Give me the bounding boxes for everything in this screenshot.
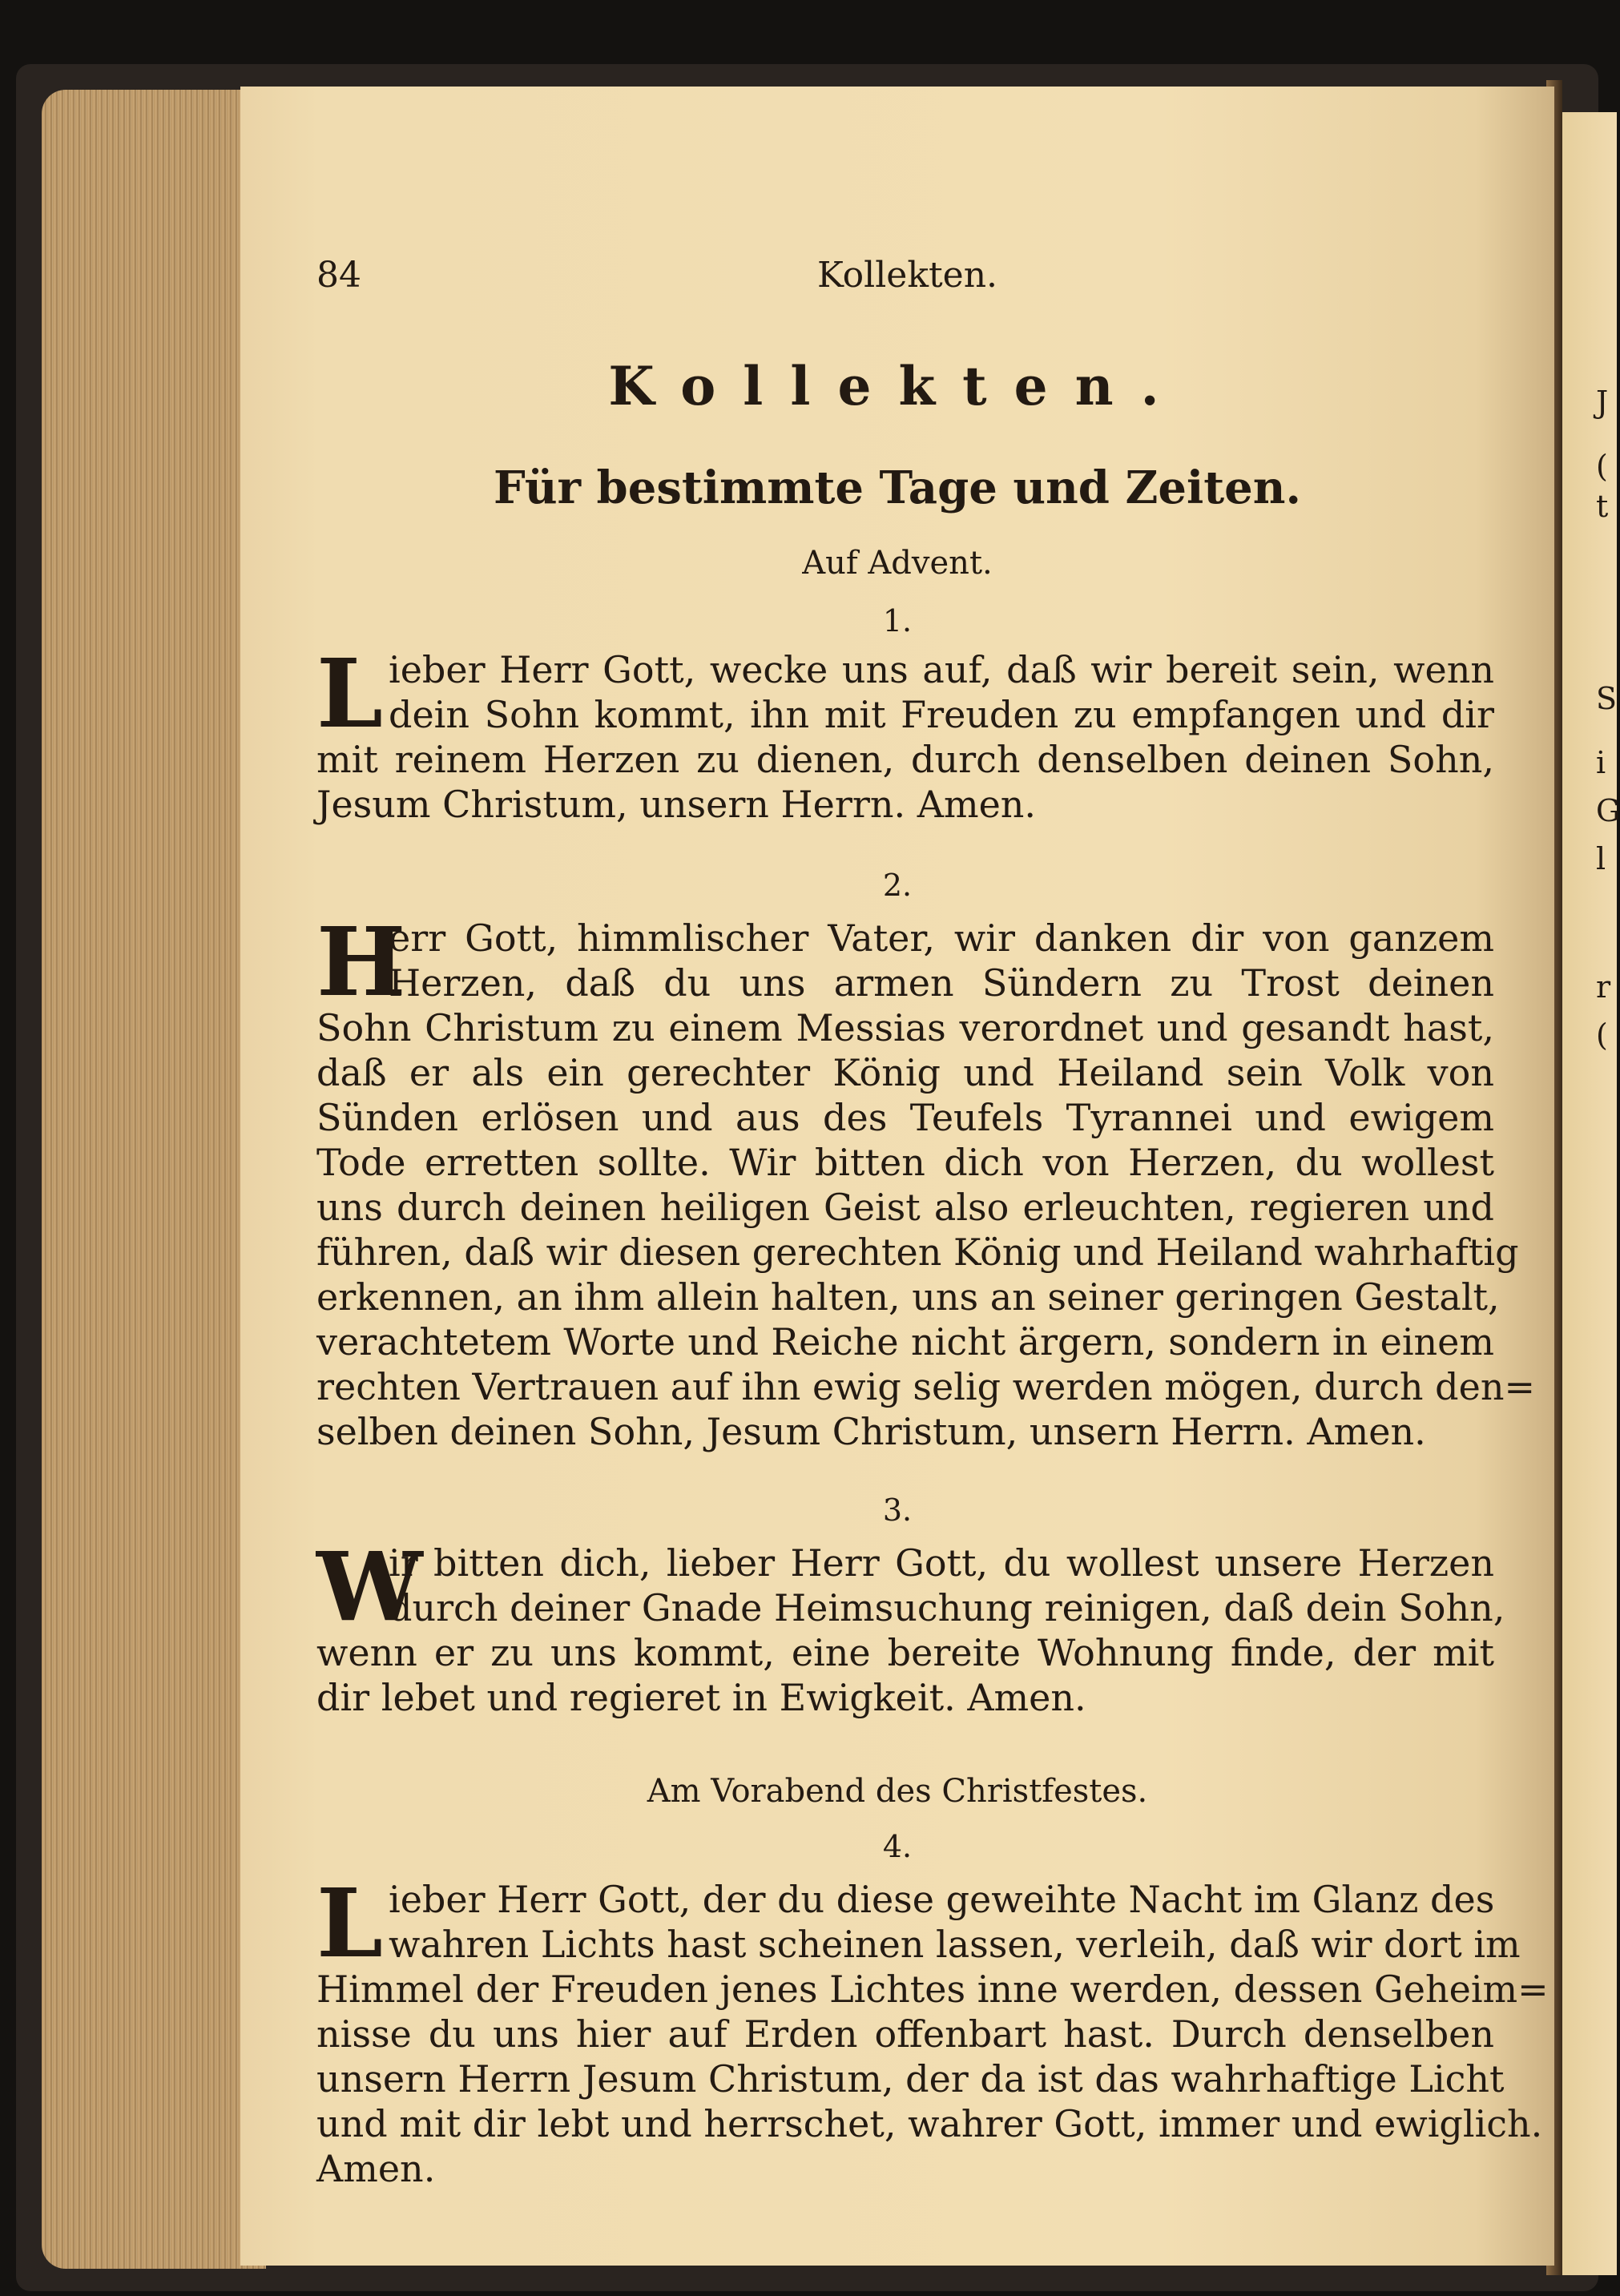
text-line: Tode erretten sollte. Wir bitten dich von Herzen, du wollest xyxy=(316,1141,1494,1184)
facing-page-fragment: i xyxy=(1596,745,1606,780)
running-head xyxy=(316,255,1498,303)
text-line: ir bitten dich, lieber Herr Gott, du wollest unsere Herzen xyxy=(389,1541,1494,1585)
text-line: err Gott, himmlischer Vater, wir danken dir von ganzem xyxy=(389,916,1494,960)
facing-page-fragment: G xyxy=(1596,793,1620,828)
prayer-number: 2. xyxy=(882,868,913,903)
facing-page-fragment: ( xyxy=(1596,449,1608,484)
text-line: verachtetem Worte und Reiche nicht ärgern, sondern in einem xyxy=(316,1320,1494,1364)
prayer-text xyxy=(316,906,1536,1454)
text-line: wenn er zu uns kommt, eine bereite Wohnung finde, der mit xyxy=(316,1631,1494,1674)
prayer-number: 4. xyxy=(882,1829,913,1864)
drop-initial: H xyxy=(316,906,406,1017)
page-subtitle: Für bestimmte Tage und Zeiten. xyxy=(494,461,1301,514)
text-line: mit reinem Herzen zu dienen, durch denselben deinen Sohn, xyxy=(316,738,1494,781)
text-line: rechten Vertrauen auf ihn ewig selig werden mögen, durch den= xyxy=(316,1365,1536,1408)
facing-page-fragment: r xyxy=(1596,969,1611,1005)
text-line: Jesum Christum, unsern Herrn. Amen. xyxy=(316,783,1037,826)
text-line: selben deinen Sohn, Jesum Christum, unsern Herrn. Amen. xyxy=(316,1410,1426,1453)
book-page xyxy=(240,87,1554,2266)
text-line: ieber Herr Gott, der du diese geweihte Nacht im Glanz des xyxy=(389,1878,1495,1921)
section-heading: Auf Advent. xyxy=(802,545,993,582)
text-line: Herzen, daß du uns armen Sündern zu Trost deinen xyxy=(389,961,1494,1005)
text-line: wahren Lichts hast scheinen lassen, verleih, daß wir dort im xyxy=(389,1923,1521,1966)
drop-initial: W xyxy=(316,1531,423,1642)
drop-initial: L xyxy=(316,1867,383,1979)
prayer-number: 1. xyxy=(882,603,913,638)
text-line: Sohn Christum zu einem Messias verordnet und gesandt hast, xyxy=(316,1006,1494,1049)
text-line: Sünden erlösen und aus des Teufels Tyrannei und ewigem xyxy=(316,1096,1494,1139)
facing-page-fragment: t xyxy=(1596,489,1609,524)
text-line: dir lebet und regieret in Ewigkeit. Amen. xyxy=(316,1676,1086,1719)
facing-page-edge xyxy=(1562,112,1620,2275)
facing-page-fragment: l xyxy=(1596,841,1606,876)
text-line: führen, daß wir diesen gerechten König und Heiland wahrhaftig xyxy=(316,1231,1519,1274)
facing-page-fragment: S xyxy=(1596,681,1618,716)
text-line: erkennen, an ihm allein halten, uns an seiner geringen Gestalt, xyxy=(316,1275,1500,1319)
page-title: Kollekten. xyxy=(608,355,1187,417)
section-heading: Am Vorabend des Christfestes. xyxy=(647,1773,1148,1810)
prayer-number: 3. xyxy=(882,1492,913,1528)
page-stack-edge xyxy=(42,90,266,2269)
text-line: durch deiner Gnade Heimsuchung reinigen, daß dein Sohn, xyxy=(389,1586,1505,1629)
text-line: nisse du uns hier auf Erden offenbart hast. Durch denselben xyxy=(316,2012,1494,2056)
facing-page-fragment: J xyxy=(1596,385,1609,420)
text-line: Himmel der Freuden jenes Lichtes inne werden, dessen Geheim= xyxy=(316,1968,1549,2011)
text-line: dein Sohn kommt, ihn mit Freuden zu empfangen und dir xyxy=(389,693,1494,736)
text-line: daß er als ein gerechter König und Heiland sein Volk von xyxy=(316,1051,1494,1094)
text-line: unsern Herrn Jesum Christum, der da ist das wahrhaftige Licht xyxy=(316,2057,1505,2101)
facing-page-fragment: ( xyxy=(1596,1017,1608,1053)
prayer-text xyxy=(316,1531,1505,1720)
prayer-text xyxy=(316,638,1494,827)
text-line: Amen. xyxy=(316,2147,436,2190)
text-line: uns durch deinen heiligen Geist also erleuchten, regieren und xyxy=(316,1186,1494,1229)
text-line: und mit dir lebt und herrschet, wahrer Gott, immer und ewiglich. xyxy=(316,2102,1543,2145)
page-number: 84 xyxy=(316,255,361,296)
prayer-text xyxy=(316,1867,1549,2191)
drop-initial: L xyxy=(316,638,383,749)
text-line: ieber Herr Gott, wecke uns auf, daß wir bereit sein, wenn xyxy=(389,648,1494,691)
running-title: Kollekten. xyxy=(816,255,998,296)
